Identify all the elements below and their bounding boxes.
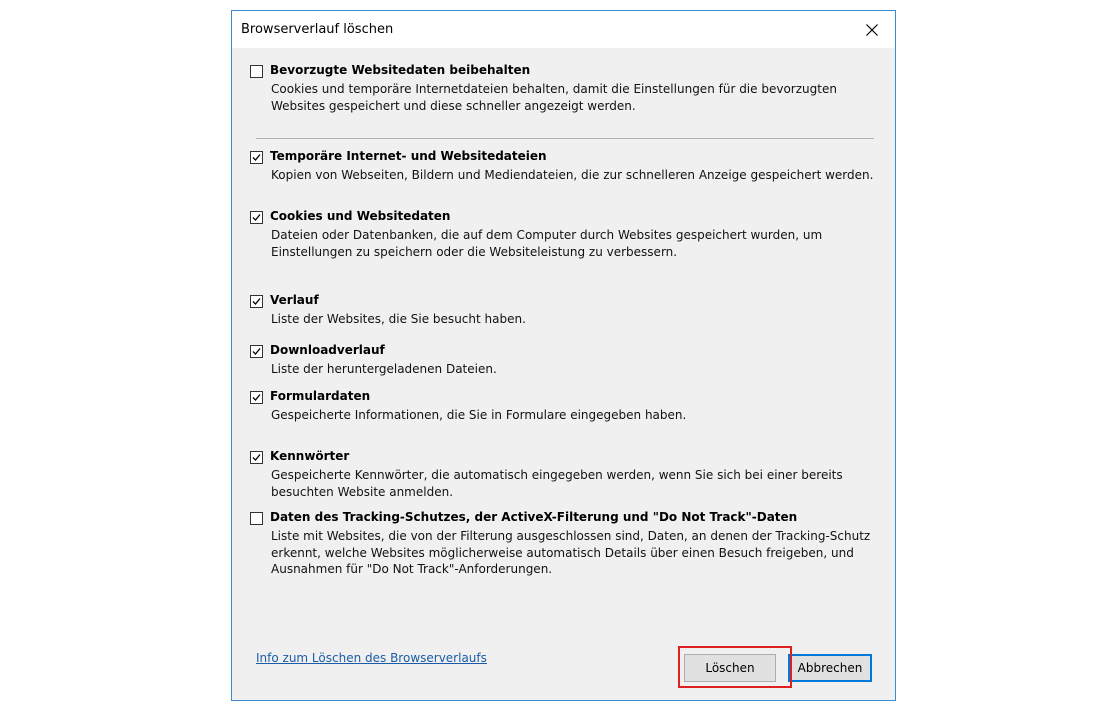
check-mark-icon <box>251 152 262 163</box>
option-title: Verlauf <box>270 293 319 307</box>
close-button[interactable] <box>849 11 895 48</box>
separator <box>256 138 874 139</box>
option-title: Temporäre Internet- und Websitedateien <box>270 149 547 163</box>
option-description: Gespeicherte Kennwörter, die automatisch eingegeben werden, wenn Sie sich bei einer bereits besuchten Website anmelden. <box>271 468 843 499</box>
title-bar <box>232 11 895 48</box>
option-description: Liste der Websites, die Sie besucht haben. <box>271 312 526 326</box>
checkbox-temporary-files[interactable] <box>250 151 263 164</box>
option-description: Liste mit Websites, die von der Filterung ausgeschlossen sind, Daten, an denen der Tracking-Schutz erkennt, welche Websites möglicherweise automatisch Details über einen Besuch freigeben, und Ausnahmen für "Do Not Track"-Anforderungen. <box>271 529 871 576</box>
option-title: Bevorzugte Websitedaten beibehalten <box>270 63 531 77</box>
option-title: Downloadverlauf <box>270 343 385 357</box>
option-description: Kopien von Webseiten, Bildern und Mediendateien, die zur schnelleren Anzeige gespeichert werden. <box>271 168 874 182</box>
option-title: Cookies und Websitedaten <box>270 209 451 223</box>
checkbox-passwords[interactable] <box>250 451 263 464</box>
option-description: Cookies und temporäre Internetdateien behalten, damit die Einstellungen für die bevorzugten Websites gespeichert und diese schneller angezeigt werden. <box>271 82 837 113</box>
option-description: Liste der heruntergeladenen Dateien. <box>271 362 497 376</box>
option-description: Dateien oder Datenbanken, die auf dem Computer durch Websites gespeichert wurden, um Einstellungen zu speichern oder die Websiteleistung zu verbessern. <box>271 228 823 259</box>
check-mark-icon <box>251 392 262 403</box>
option-title: Kennwörter <box>270 449 350 463</box>
option-title: Daten des Tracking-Schutzes, der ActiveX-Filterung und "Do Not Track"-Daten <box>270 510 798 524</box>
checkbox-keep-favorites-data[interactable] <box>250 65 263 78</box>
checkbox-download-history[interactable] <box>250 345 263 358</box>
dialog-title: Browserverlauf löschen <box>241 22 394 37</box>
cancel-button[interactable]: Abbrechen <box>788 654 872 682</box>
delete-browsing-history-dialog <box>231 10 896 701</box>
checkbox-history[interactable] <box>250 295 263 308</box>
check-mark-icon <box>251 452 262 463</box>
checkbox-cookies[interactable] <box>250 211 263 224</box>
check-mark-icon <box>251 296 262 307</box>
checkbox-form-data[interactable] <box>250 391 263 404</box>
option-description: Gespeicherte Informationen, die Sie in Formulare eingegeben haben. <box>271 408 687 422</box>
check-mark-icon <box>251 212 262 223</box>
check-mark-icon <box>251 346 262 357</box>
info-link[interactable]: Info zum Löschen des Browserverlaufs <box>256 651 487 665</box>
option-title: Formulardaten <box>270 389 371 403</box>
checkbox-tracking-protection[interactable] <box>250 512 263 525</box>
delete-button[interactable]: Löschen <box>684 654 776 682</box>
close-icon <box>866 24 878 36</box>
